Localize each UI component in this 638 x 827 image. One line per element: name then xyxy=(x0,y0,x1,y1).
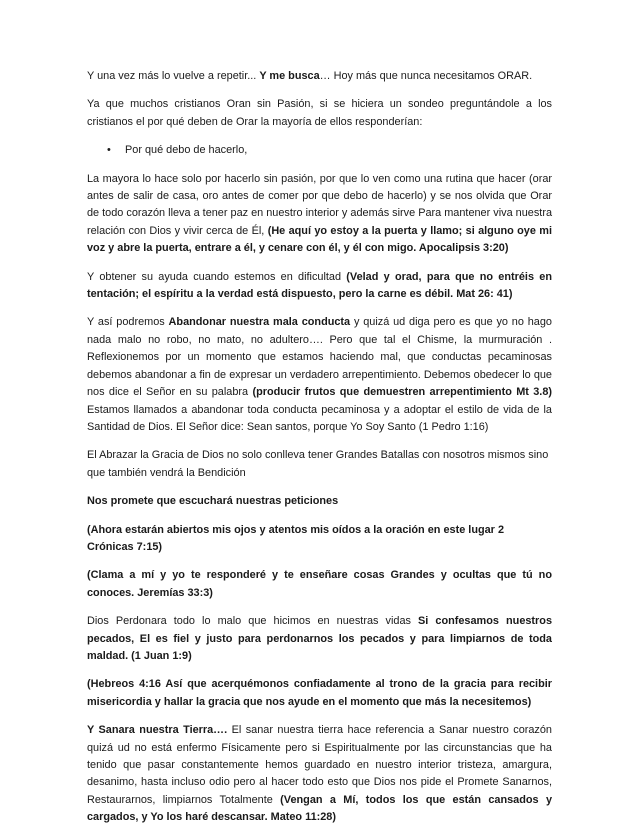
paragraph-help: Y obtener su ayuda cuando estemos en dificultad (Velad y orad, para que no entréis en tentación; el espíritu a la verdad está dispuesto, pero la carne es débil. Mat 26: 41) xyxy=(87,270,552,301)
paragraph-heal: Y Sanara nuestra Tierra…. El sanar nuestra tierra hace referencia a Sanar nuestro corazón quizá ud no está enfermo Físicamente pero si Espiritualmente por las circunstancias que ha tenido que pasar constantemente hemos guardado en nuestro interior tristeza, amargura, desanimo, hasta incluso odio pero al hacer todo esto que Dios nos pide el Promete Sanarnos, Restaurarnos, limpiarnos Totalmente (Vengan a Mí, todos los que están cansados y cargados, y Yo los haré descansar. Mateo 11:28) xyxy=(87,724,553,824)
paragraph-intro: Y una vez más lo vuelve a repetir... Y me busca… Hoy más que nunca necesitamos ORAR. xyxy=(87,70,533,82)
paragraph-grace: El Abrazar la Gracia de Dios no solo conlleva tener Grandes Batallas con nosotros mismos sino que también vendrá la Bendición xyxy=(87,449,549,479)
quote-hebrews: (Hebreos 4:16 Así que acerquémonos confiadamente al trono de la gracia para recibir misericordia y hallar la gracia que nos ayude en el momento que más la necesitemos) xyxy=(87,678,552,708)
bullet-item: • Por qué debo de hacerlo, xyxy=(87,142,552,159)
heading-promise: Nos promete que escuchará nuestras peticiones xyxy=(87,495,339,508)
paragraph-routine: La mayora lo hace solo por hacerlo sin pasión, por que lo ven como una rutina que hacer (orar antes de salir de casa, oro antes de comer por que debo de hacerlo) y se nos olvida que Orar de todo corazón lleva a tener paz en nuestro interior y además sirve Para mantener viva nuestra relación con Dios y vivir cerca de Él, (He aquí yo estoy a la puerta y llamo; si alguno oye mi voz y abre la puerta, entrare a él, y cenare con él, y él con migo. Apocalipsis 3:20) xyxy=(87,172,552,255)
quote-chronicles: (Ahora estarán abiertos mis ojos y atentos mis oídos a la oración en este lugar 2 Crónicas 7:15) xyxy=(87,523,504,553)
paragraph-forgive: Dios Perdonara todo lo malo que hicimos en nuestras vidas Si confesamos nuestros pecados, El es fiel y justo para perdonarnos los pecados y para limpiarnos de toda maldad. (1 Juan 1:9) xyxy=(87,615,553,662)
quote-jeremiah: (Clama a mí y yo te responderé y te enseñare cosas Grandes y ocultas que tú no conoces. Jeremías 33:3) xyxy=(87,569,552,599)
paragraph-abandon: Y así podremos Abandonar nuestra mala conducta y quizá ud diga pero es que yo no hago nada malo no robo, no mato, no adultero…. Pero que tal el Chisme, la murmuración . Reflexionemos por un momento que estamos haciendo mal, que conductas pecaminosas debemos abandonar a fin de expresar un verdadero arrepentimiento. Debemos obedecer lo que nos dice el Señor en su palabra (producir frutos que demuestren arrepentimiento Mt 3.8) Estamos llamados a abandonar toda conducta pecaminosa y a adoptar el estilo de vida de la Santidad de Dios. El Señor dice: Sean santos, porque Yo Soy Santo (1 Pedro 1:16) xyxy=(87,316,553,433)
bullet-icon: • xyxy=(107,144,111,157)
paragraph-question: Ya que muchos cristianos Oran sin Pasión, si se hiciera un sondeo preguntándole a los cristianos el por qué deben de Orar la mayoría de ellos responderían: xyxy=(87,98,552,128)
